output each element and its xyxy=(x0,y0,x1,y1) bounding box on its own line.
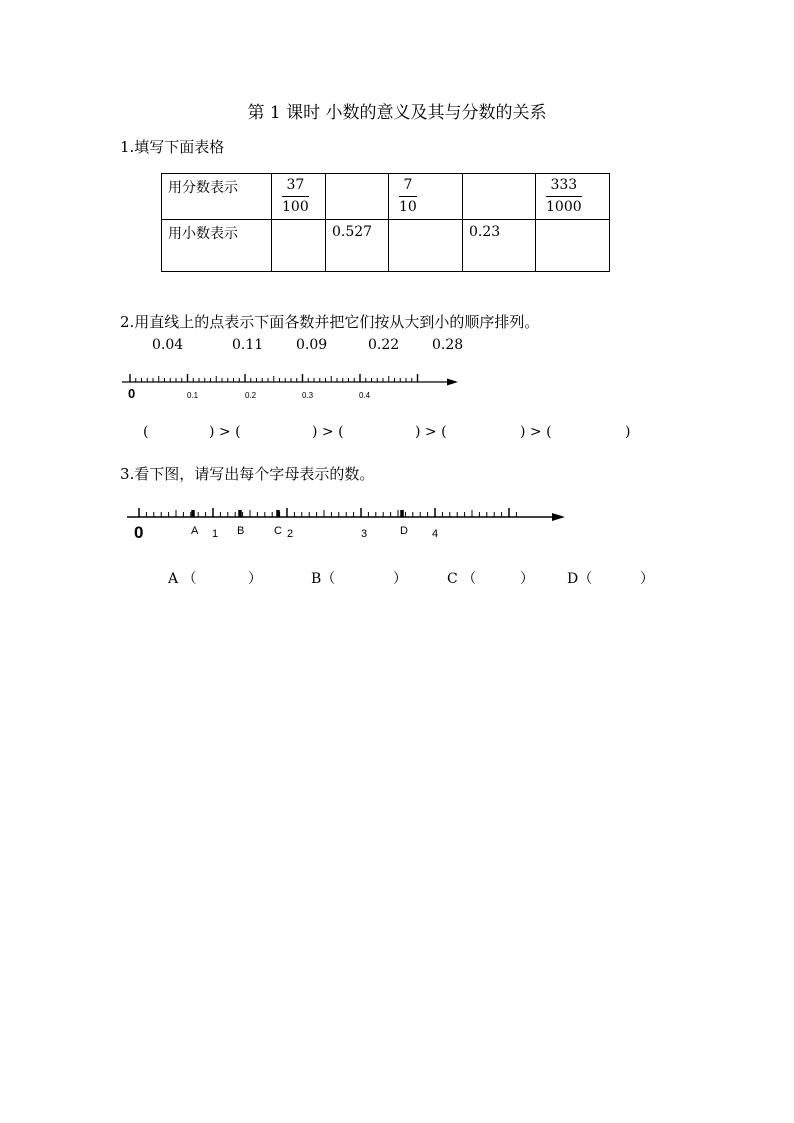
order-blank[interactable]: ) xyxy=(625,424,631,440)
order-blank[interactable]: ) > ( xyxy=(312,424,344,440)
question-2-prompt: 2.用直线上的点表示下面各数并把它们按从大到小的顺序排列。 xyxy=(120,313,540,331)
order-blank[interactable]: ) > ( xyxy=(415,424,447,440)
axis-zero-label: 0 xyxy=(134,523,144,542)
answer-d-close: ） xyxy=(640,571,654,587)
given-number: 0.09 xyxy=(296,337,328,353)
row-label-fraction: 用分数表示 xyxy=(162,174,272,220)
decimal-value: 0.527 xyxy=(332,224,373,240)
answer-a-close: ） xyxy=(248,571,262,587)
axis-number-label: 3 xyxy=(361,528,368,540)
arrow-right-icon xyxy=(552,513,565,521)
axis-tick-label: 0.1 xyxy=(187,391,199,400)
letter-label-c: C xyxy=(274,525,282,537)
answer-c-close: ） xyxy=(520,571,534,587)
axis-tick-label: 0.4 xyxy=(359,391,371,400)
axis-number-label: 4 xyxy=(432,528,439,540)
answer-c-open[interactable]: C （ xyxy=(447,571,477,587)
axis-number-label: 1 xyxy=(212,528,219,540)
letter-label-d: D xyxy=(400,525,408,537)
answer-b-open[interactable]: B（ xyxy=(311,571,336,587)
order-blank[interactable]: ) > ( xyxy=(520,424,552,440)
answer-b-close: ） xyxy=(393,571,407,587)
denominator: 100 xyxy=(282,199,309,215)
question-3-prompt: 3.看下图，请写出每个字母表示的数。 xyxy=(120,465,375,483)
order-blank[interactable]: ) > ( xyxy=(209,424,241,440)
given-number: 0.22 xyxy=(368,337,400,353)
given-number: 0.11 xyxy=(232,337,264,353)
order-blank[interactable]: ( xyxy=(143,424,149,440)
page-title: 第 1 课时 小数的意义及其与分数的关系 xyxy=(247,103,547,123)
axis-tick-label: 0.2 xyxy=(245,391,257,400)
numerator: 333 xyxy=(550,177,578,193)
numerator: 37 xyxy=(286,177,305,193)
given-number: 0.28 xyxy=(432,337,464,353)
axis-tick-label: 0.3 xyxy=(302,391,314,400)
letter-label-a: A xyxy=(191,525,199,537)
given-number: 0.04 xyxy=(152,337,184,353)
letter-label-b: B xyxy=(237,525,245,537)
denominator: 10 xyxy=(399,199,417,215)
denominator: 1000 xyxy=(546,199,582,215)
answer-a-open[interactable]: A （ xyxy=(168,571,197,587)
row-label-decimal: 用小数表示 xyxy=(162,220,272,272)
decimal-value: 0.23 xyxy=(469,224,501,240)
answer-d-open[interactable]: D（ xyxy=(567,571,593,587)
question-1-prompt: 1.填写下面表格 xyxy=(120,138,225,156)
numerator: 7 xyxy=(403,177,413,193)
axis-number-label: 2 xyxy=(287,528,294,540)
axis-zero-label: 0 xyxy=(128,386,136,401)
